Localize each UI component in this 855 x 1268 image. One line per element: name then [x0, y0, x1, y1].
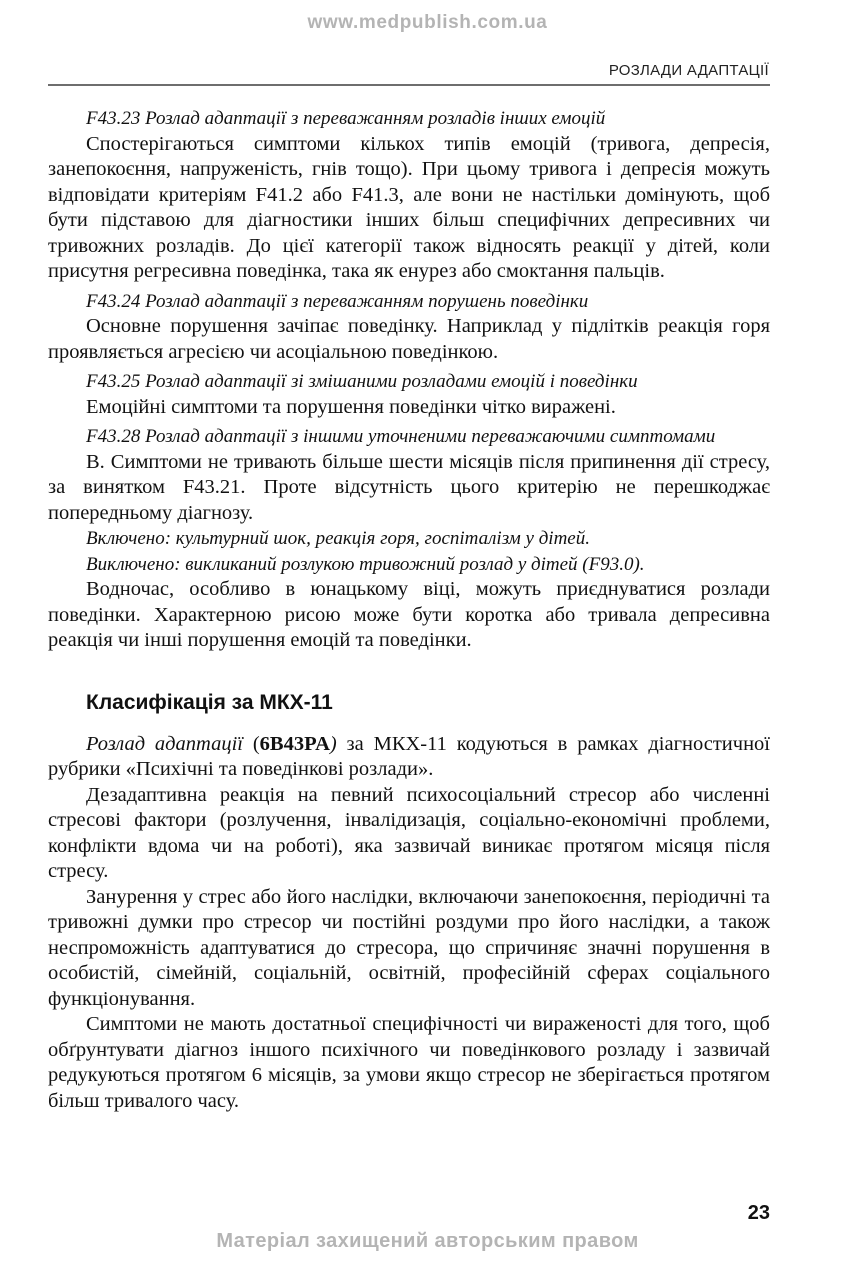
- running-head: РОЗЛАДИ АДАПТАЦІЇ: [608, 62, 769, 79]
- subheading-f43-23: F43.23 Розлад адаптації з переважанням розладів інших емоцій: [86, 108, 606, 129]
- intro-open-paren: (: [242, 732, 260, 755]
- subheading-f43-24: F43.24 Розлад адаптації з переважанням порушень поведінки: [86, 290, 589, 312]
- paragraph: Водночас, особливо в юнацькому віці, можуть приєднуватися розлади поведінки. Характерною рисою може бути коротка або тривала депресивна реакція чи інші порушення емоцій та поведінки.: [48, 578, 770, 651]
- subheading-f43-25: F43.25 Розлад адаптації зі змішаними розладами емоцій і поведінки: [86, 371, 638, 392]
- included-note: Включено: культурний шок, реакція горя, госпіталізм у дітей.: [86, 528, 590, 549]
- copyright-watermark: Матеріал захищений авторським правом: [216, 1230, 639, 1252]
- paragraph: Дезадаптивна реакція на певний психосоціальний стресор або численні стресові фактори (розлучення, інвалідизація, соціально-економічні проблеми, конфлікти вдома чи на роботі), яка зазвичай виникає протягом місяця після стресу.: [48, 783, 770, 882]
- paragraph: Спостерігаються симптоми кількох типів емоцій (тривога, депресія, занепокоєння, напруженість, гнів тощо). При цьому тривога і депресія можуть відповідати критеріям F41.2 або F41.3, але вони не настільки домінують, щоб бути підставою для діагностики інших більш специфічних депресивних чи тривожних розладів. До цієї категорії також відносять реакції у дітей, коли присутня регресивна поведінка, така як енурез або смоктання пальців.: [48, 132, 770, 282]
- intro-rest: за МКХ-11 кодуються в рамках діагностичної рубрики «Психічні та поведінкові розлади».: [48, 732, 770, 780]
- intro-close-paren: ): [329, 732, 337, 755]
- paragraph: В. Симптоми не тривають більше шести місяців після припинення дії стресу, за винятком F43.21. Проте відсутність цього критерію не перешкоджає попередньому діагнозу.: [48, 450, 770, 524]
- page-number: 23: [747, 1202, 770, 1224]
- page-body: [48, 106, 770, 1114]
- paragraph: Емоційні симптоми та порушення поведінки чітко виражені.: [86, 395, 616, 418]
- header-rule: [48, 84, 770, 86]
- icd11-intro-paragraph: [48, 732, 770, 783]
- icd11-code: 6B43PA: [259, 732, 330, 755]
- section-title: Класифікація за МКХ-11: [86, 690, 333, 714]
- paragraph: Основне порушення зачіпає поведінку. Наприклад у підлітків реакція горя проявляється агресією чи асоціальною поведінкою.: [48, 315, 770, 363]
- subheading-f43-28: F43.28 Розлад адаптації з іншими уточненими переважаючими симптомами: [86, 426, 716, 447]
- paragraph: Симптоми не мають достатньої специфічності чи вираженості для того, щоб обґрунтувати діагноз іншого психічного чи поведінкового розладу і зазвичай редукуються протягом 6 місяців, за умови якщо стресор не зберігається протягом більш тривалого часу.: [48, 1013, 770, 1112]
- excluded-note: Виключено: викликаний розлукою тривожний розлад у дітей (F93.0).: [86, 553, 645, 575]
- paragraph: Занурення у стрес або його наслідки, включаючи занепокоєння, періодичні та тривожні думки про стресор чи постійні роздуми про його наслідки, а також неспроможність адаптуватися до стресора, що спричиняє значні порушення в особистій, сімейній, соціальній, освітній, професійній сферах соціального функціонування.: [48, 885, 770, 1010]
- watermark-url: www.medpublish.com.ua: [307, 12, 548, 33]
- intro-term: Розлад адаптації: [86, 732, 243, 755]
